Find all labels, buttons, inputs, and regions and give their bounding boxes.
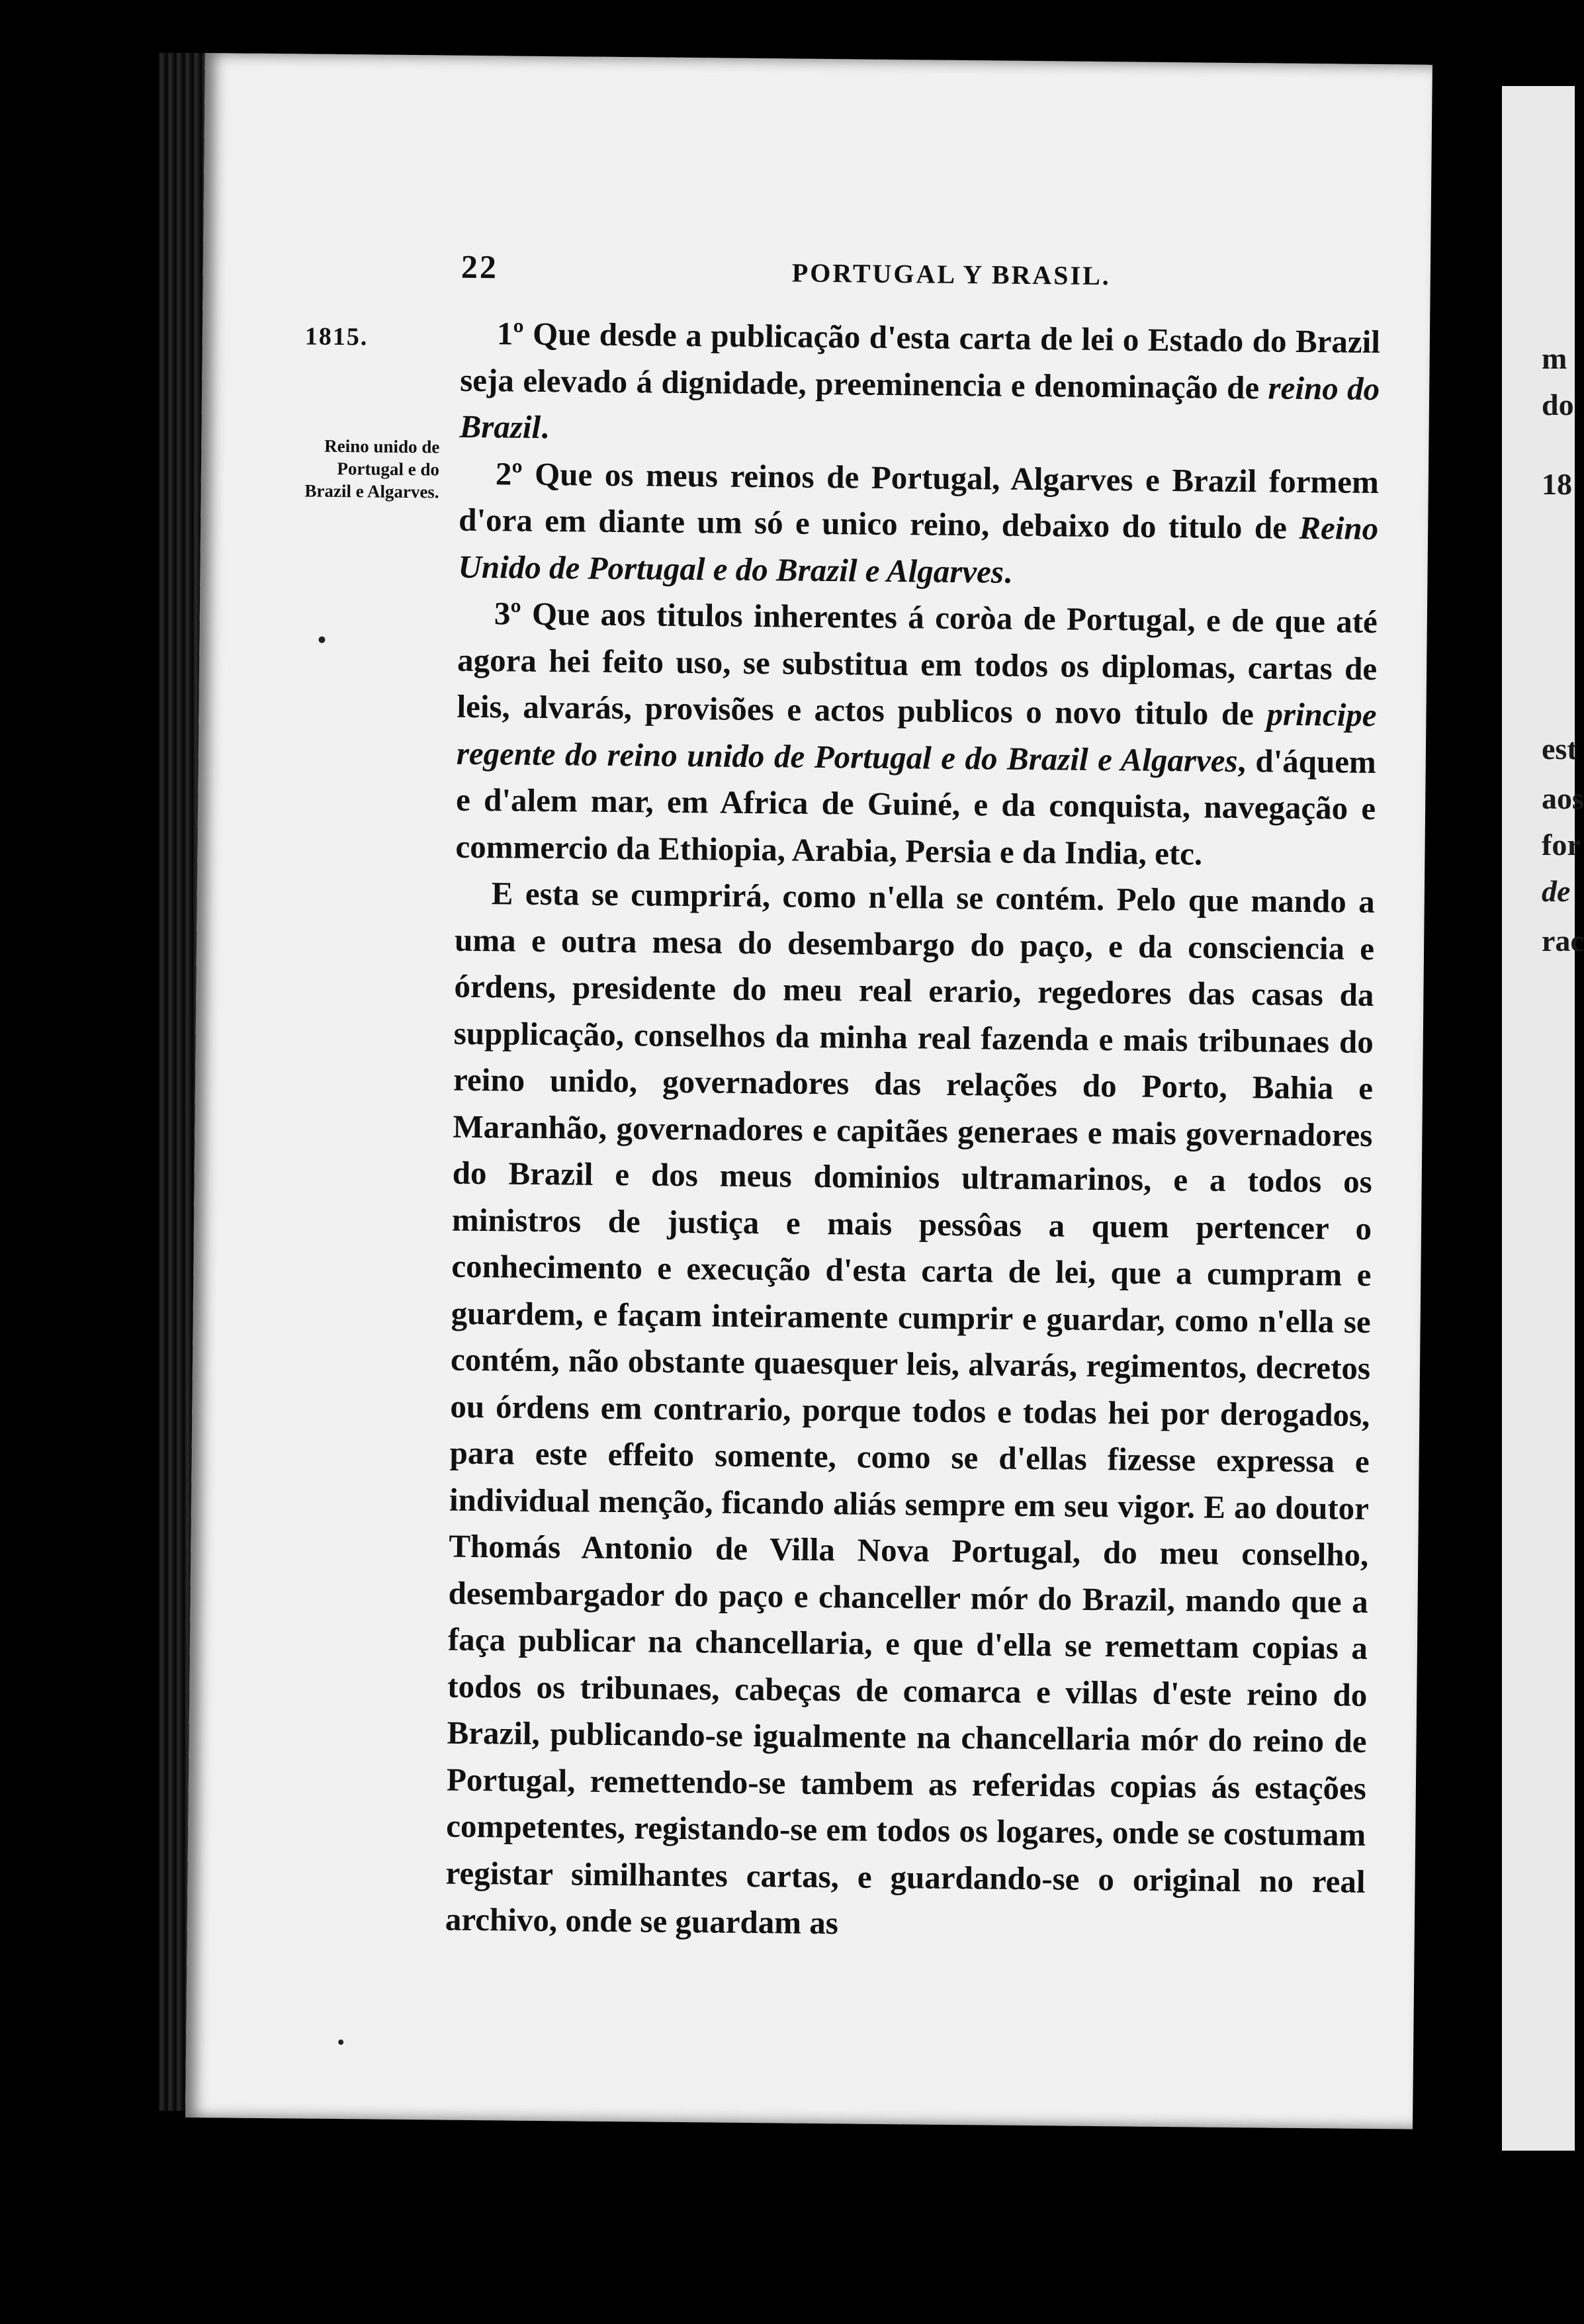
- facing-fragment: rac: [1542, 924, 1584, 958]
- margin-year: 1815.: [304, 322, 369, 351]
- italic-phrase: reino do Brazil: [459, 369, 1380, 445]
- ink-speck: [318, 637, 325, 643]
- ink-speck: [338, 2039, 343, 2045]
- italic-phrase: principe regente do reino unido de Portugal e do Brazil e Algarves: [456, 695, 1377, 779]
- facing-fragment: est: [1542, 732, 1577, 766]
- running-head: PORTUGAL Y BRASIL.: [791, 257, 1111, 291]
- margin-note: Reino unido de Portugal e do Brazil e Algarves.: [304, 435, 440, 502]
- paragraph-number: 3º: [494, 595, 521, 632]
- facing-fragment: do: [1542, 388, 1574, 422]
- facing-fragment: aos: [1542, 782, 1584, 815]
- facing-fragment: 18: [1542, 467, 1572, 501]
- paragraph-1: 1º Que desde a publicação d'esta carta de lei o Estado do Brazil seja elevado á dignidade, preeminencia e denominação de reino do Brazil.: [459, 315, 1381, 446]
- facing-fragment: de: [1542, 874, 1571, 908]
- page-number: 22: [461, 247, 499, 286]
- italic-phrase: Reino Unido de Portugal e do Brazil e Algarves: [458, 509, 1379, 590]
- paragraph-number: 2º: [495, 455, 523, 492]
- paragraph-number: 1º: [496, 315, 524, 352]
- facing-fragment: for: [1542, 828, 1581, 862]
- paragraph-4: E esta se cumprirá, como n'ella se contém. Pelo que mando a uma e outra mesa do desembargo do paço, e da consciencia e órdens, presidente do meu real erario, regedores das casas da supplicação, conselhos da minha real fazenda e mais tribunaes do reino unido, governadores das relações do Porto, Bahia e Maranhão, governadores e capitães generaes e mais governadores do Brazil e dos meus dominios ultramarinos, e a todos os ministros de justiça e mais pessôas a quem pertencer o conhecimento e execução d'esta carta de lei, que a cumpram e guardem, e façam inteiramente cumprir e guardar, como n'ella se contém, não obstante quaesquer leis, alvarás, regimentos, decretos ou órdens em contrario, porque todos e todas hei por derogados, para este effeito somente, como se d'ellas fizesse expressa e individual menção, ficando aliás sempre em seu vigor. E ao doutor Thomás Antonio de Villa Nova Portugal, do meu conselho, desembargador do paço e chanceller mór do Brazil, mando que a faça publicar na chancellaria, e que d'ella se remettam copias a todos os tribunaes, cabeças de comarca e villas d'este reino do Brazil, publicando-se igualmente na chancellaria mór do reino de Portugal, remettendo-se tambem as referidas copias ás estações competentes, registando-se em todos os logares, onde se costumam registar similhantes cartas, e guardando-se o original no real archivo, onde se guardam as: [445, 875, 1376, 1942]
- facing-page-edge: [1502, 86, 1584, 2151]
- book-page: [185, 53, 1432, 2129]
- paragraph-2: 2º Que os meus reinos de Portugal, Algarves e Brazil formem d'ora em diante um só e unico reino, debaixo do titulo de Reino Unido de Portugal e do Brazil e Algarves.: [458, 455, 1380, 590]
- facing-fragment: m: [1542, 341, 1567, 375]
- paragraph-3: 3º Que aos titulos inherentes á coròa de Portugal, e de que até agora hei feito uso, se substitua em todos os diplomas, cartas de leis, alvarás, provisões e actos publicos o novo titulo de principe regente do reino unido de Portugal e do Brazil e Algarves, d'áquem e d'alem mar, em Africa de Guiné, e da conquista, navegação e commercio da Ethiopia, Arabia, Persia e da India, etc.: [455, 595, 1378, 872]
- body-text: [445, 310, 1381, 1952]
- page-header: [461, 247, 1454, 291]
